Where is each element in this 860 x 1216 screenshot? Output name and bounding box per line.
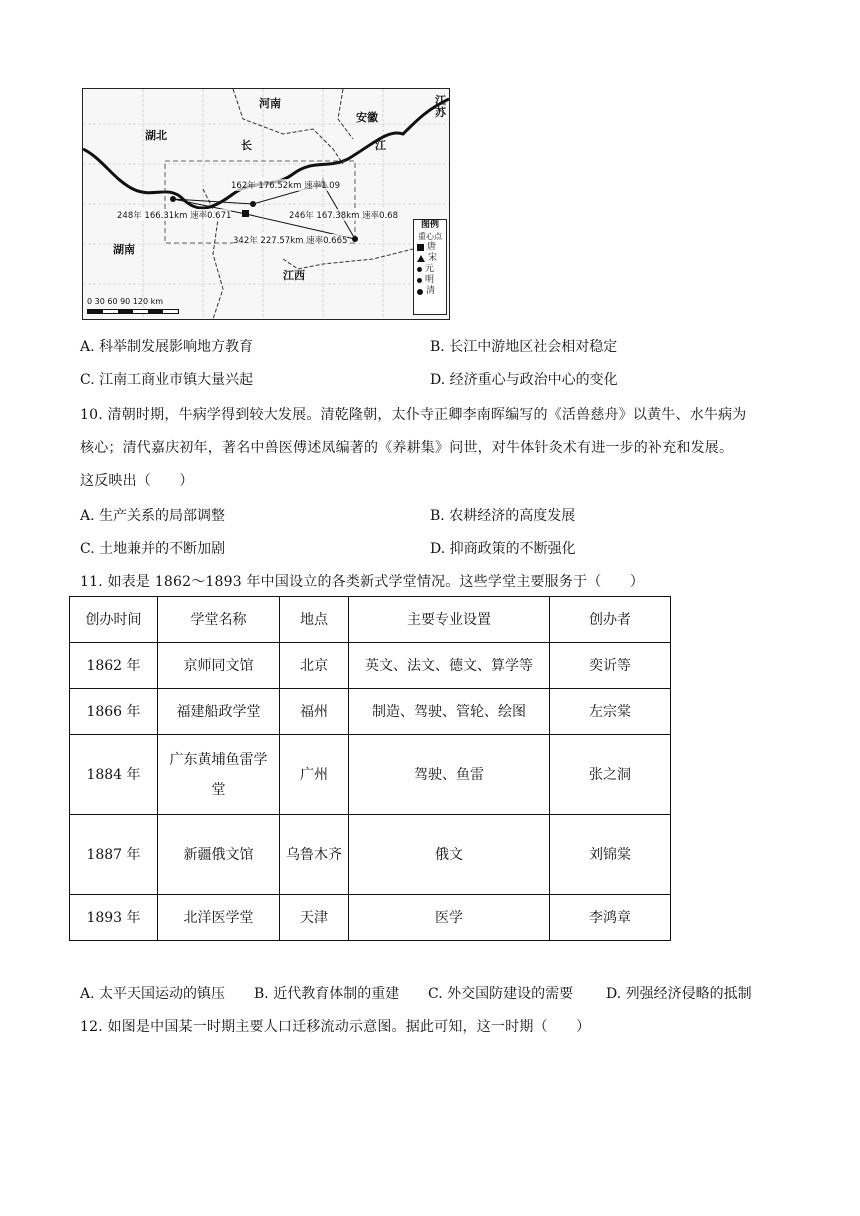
river-label-jiang: 江	[375, 139, 386, 152]
table-cell: 俄文	[349, 815, 550, 895]
legend-item: 清	[414, 286, 446, 297]
region-label-jiangsu: 江苏	[435, 94, 446, 119]
dot-icon	[417, 267, 422, 272]
region-label-hunan: 湖南	[113, 243, 135, 256]
q11-stem: 11. 如表是 1862～1893 年中国设立的各类新式学堂情况。这些学堂主要服务于（ ）	[80, 574, 645, 590]
table-cell: 驾驶、鱼雷	[349, 735, 550, 815]
table-header-cell: 学堂名称	[158, 597, 280, 643]
table-cell: 1862 年	[70, 643, 158, 689]
map-legend	[413, 219, 447, 315]
q10-option-c[interactable]: C. 土地兼并的不断加剧	[80, 541, 226, 557]
q12-stem: 12. 如图是中国某一时期主要人口迁移流动示意图。据此可知，这一时期（ ）	[80, 1019, 591, 1035]
map-scale-label: 0 30 60 90 120 km	[87, 297, 164, 306]
table-cell: 李鸿章	[550, 895, 671, 941]
river-label-chang: 长	[241, 139, 252, 152]
schools-table	[69, 596, 671, 941]
table-cell: 1887 年	[70, 815, 158, 895]
table-header-row	[70, 597, 671, 643]
table-cell: 刘锦棠	[550, 815, 671, 895]
dot-icon	[417, 278, 422, 283]
dot-icon	[417, 289, 423, 295]
table-cell: 福州	[280, 689, 349, 735]
center-of-gravity-map	[82, 88, 450, 320]
region-label-hubei: 湖北	[145, 129, 167, 142]
segment-label: 342年 227.57km 速率0.665	[233, 236, 348, 246]
table-header-cell: 创办时间	[70, 597, 158, 643]
table-cell: 制造、驾驶、管轮、绘图	[349, 689, 550, 735]
q11-option-b[interactable]: B. 近代教育体制的重建	[254, 986, 400, 1002]
region-label-henan: 河南	[259, 97, 281, 110]
legend-title: 图例	[420, 220, 439, 230]
q10-option-d[interactable]: D. 抑商政策的不断强化	[430, 541, 576, 557]
table-cell: 新疆俄文馆	[158, 815, 280, 895]
table-cell: 广州	[280, 735, 349, 815]
table-row	[70, 689, 671, 735]
table-cell: 左宗棠	[550, 689, 671, 735]
segment-label: 246年 167.38km 速率0.68	[289, 211, 398, 221]
table-cell: 乌鲁木齐	[280, 815, 349, 895]
table-row	[70, 643, 671, 689]
segment-label: 248年 166.31km 速率0.671	[117, 211, 232, 221]
q11-option-c[interactable]: C. 外交国防建设的需要	[428, 986, 574, 1002]
table-cell: 1893 年	[70, 895, 158, 941]
table-cell: 1884 年	[70, 735, 158, 815]
q10-option-a[interactable]: A. 生产关系的局部调整	[80, 508, 226, 524]
q9-option-b[interactable]: B. 长江中游地区社会相对稳定	[430, 339, 618, 355]
table-cell: 英文、法文、德文、算学等	[349, 643, 550, 689]
table-header-cell: 地点	[280, 597, 349, 643]
q10-stem-line: 核心；清代嘉庆初年，著名中兽医傅述凤编著的《养耕集》问世，对牛体针灸术有进一步的补充和发展。	[80, 440, 734, 456]
map-drawing	[83, 89, 449, 319]
table-cell: 天津	[280, 895, 349, 941]
region-label-jiangxi: 江西	[283, 269, 305, 282]
table-cell: 1866 年	[70, 689, 158, 735]
q11-option-d[interactable]: D. 列强经济侵略的抵制	[606, 986, 752, 1002]
legend-item: 明	[414, 275, 446, 286]
region-label-anhui: 安徽	[356, 111, 378, 124]
table-header-cell: 主要专业设置	[349, 597, 550, 643]
q10-stem-line: 这反映出（ ）	[80, 473, 194, 489]
q11-option-a[interactable]: A. 太平天国运动的镇压	[80, 986, 226, 1002]
table-cell: 奕䜣等	[550, 643, 671, 689]
square-icon	[417, 244, 424, 251]
legend-item: 宋	[414, 253, 446, 264]
segment-label: 162年 176.52km 速率1.09	[231, 181, 340, 191]
q9-option-d[interactable]: D. 经济重心与政治中心的变化	[430, 372, 618, 388]
table-row	[70, 895, 671, 941]
table-header-cell: 创办者	[550, 597, 671, 643]
legend-item: 唐	[414, 242, 446, 253]
table-row	[70, 815, 671, 895]
q10-stem-line: 10. 清朝时期，牛病学得到较大发展。清乾隆朝，太仆寺正卿李南晖编写的《活兽慈舟》以黄牛、水牛病为	[80, 407, 747, 423]
triangle-icon	[417, 255, 425, 262]
table-cell: 北洋医学堂	[158, 895, 280, 941]
map-scale-bar	[87, 309, 179, 314]
table-row	[70, 735, 671, 815]
table-cell: 医学	[349, 895, 550, 941]
table-cell: 京师同文馆	[158, 643, 280, 689]
table-cell: 福建船政学堂	[158, 689, 280, 735]
q9-option-c[interactable]: C. 江南工商业市镇大量兴起	[80, 372, 254, 388]
legend-subtitle: 重心点	[418, 232, 442, 241]
table-cell: 北京	[280, 643, 349, 689]
q10-option-b[interactable]: B. 农耕经济的高度发展	[430, 508, 576, 524]
table-cell: 张之洞	[550, 735, 671, 815]
table-cell: 广东黄埔鱼雷学堂	[158, 735, 280, 815]
q9-option-a[interactable]: A. 科举制发展影响地方教育	[80, 339, 254, 355]
legend-item: 元	[414, 264, 446, 275]
